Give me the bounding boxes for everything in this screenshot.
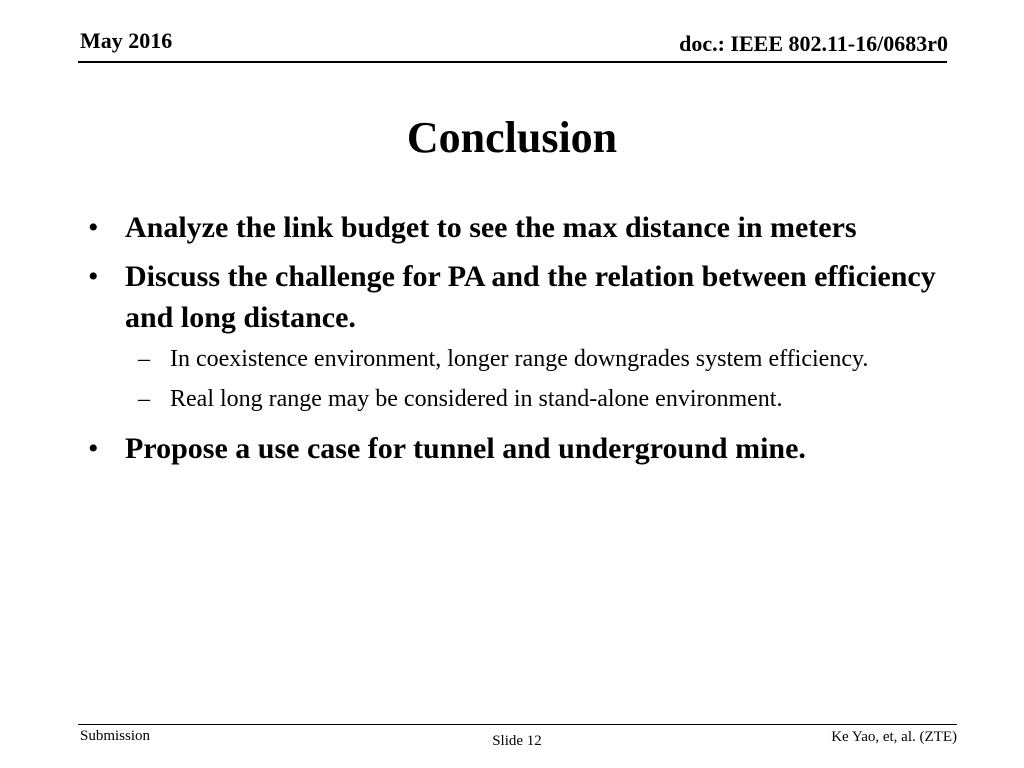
sub-bullet-text: Real long range may be considered in stand-alone environment.: [170, 386, 783, 412]
bullet-item: [82, 207, 942, 248]
header-date: May 2016: [80, 28, 173, 53]
bullet-text: Discuss the challenge for PA and the relation between efficiency and long distance.: [125, 260, 936, 334]
slide-title: Conclusion: [406, 113, 618, 162]
bullet-item: [82, 256, 942, 338]
sub-bullet-item: [82, 382, 942, 416]
sub-bullet-item: [82, 342, 942, 376]
dash-marker: –: [138, 346, 150, 372]
sub-bullet-text: In coexistence environment, longer range downgrades system efficiency.: [170, 346, 869, 372]
header-rule: [78, 61, 947, 63]
bullet-text: Analyze the link budget to see the max distance in meters: [125, 211, 857, 244]
footer-rule: [78, 724, 957, 725]
sub-bullet-group: [82, 342, 942, 416]
slide-content: [82, 207, 942, 477]
bullet-item: [82, 428, 942, 469]
header-doc-id: doc.: IEEE 802.11-16/0683r0: [679, 31, 948, 56]
dash-marker: –: [138, 386, 150, 412]
footer-author: Ke Yao, et, al. (ZTE): [831, 729, 957, 745]
bullet-text: Propose a use case for tunnel and underground mine.: [125, 432, 806, 465]
footer-submission: Submission: [80, 728, 151, 744]
bullet-marker: •: [88, 211, 99, 244]
bullet-marker: •: [88, 260, 99, 293]
footer-slide-number: Slide 12: [492, 733, 542, 749]
bullet-marker: •: [88, 432, 99, 465]
